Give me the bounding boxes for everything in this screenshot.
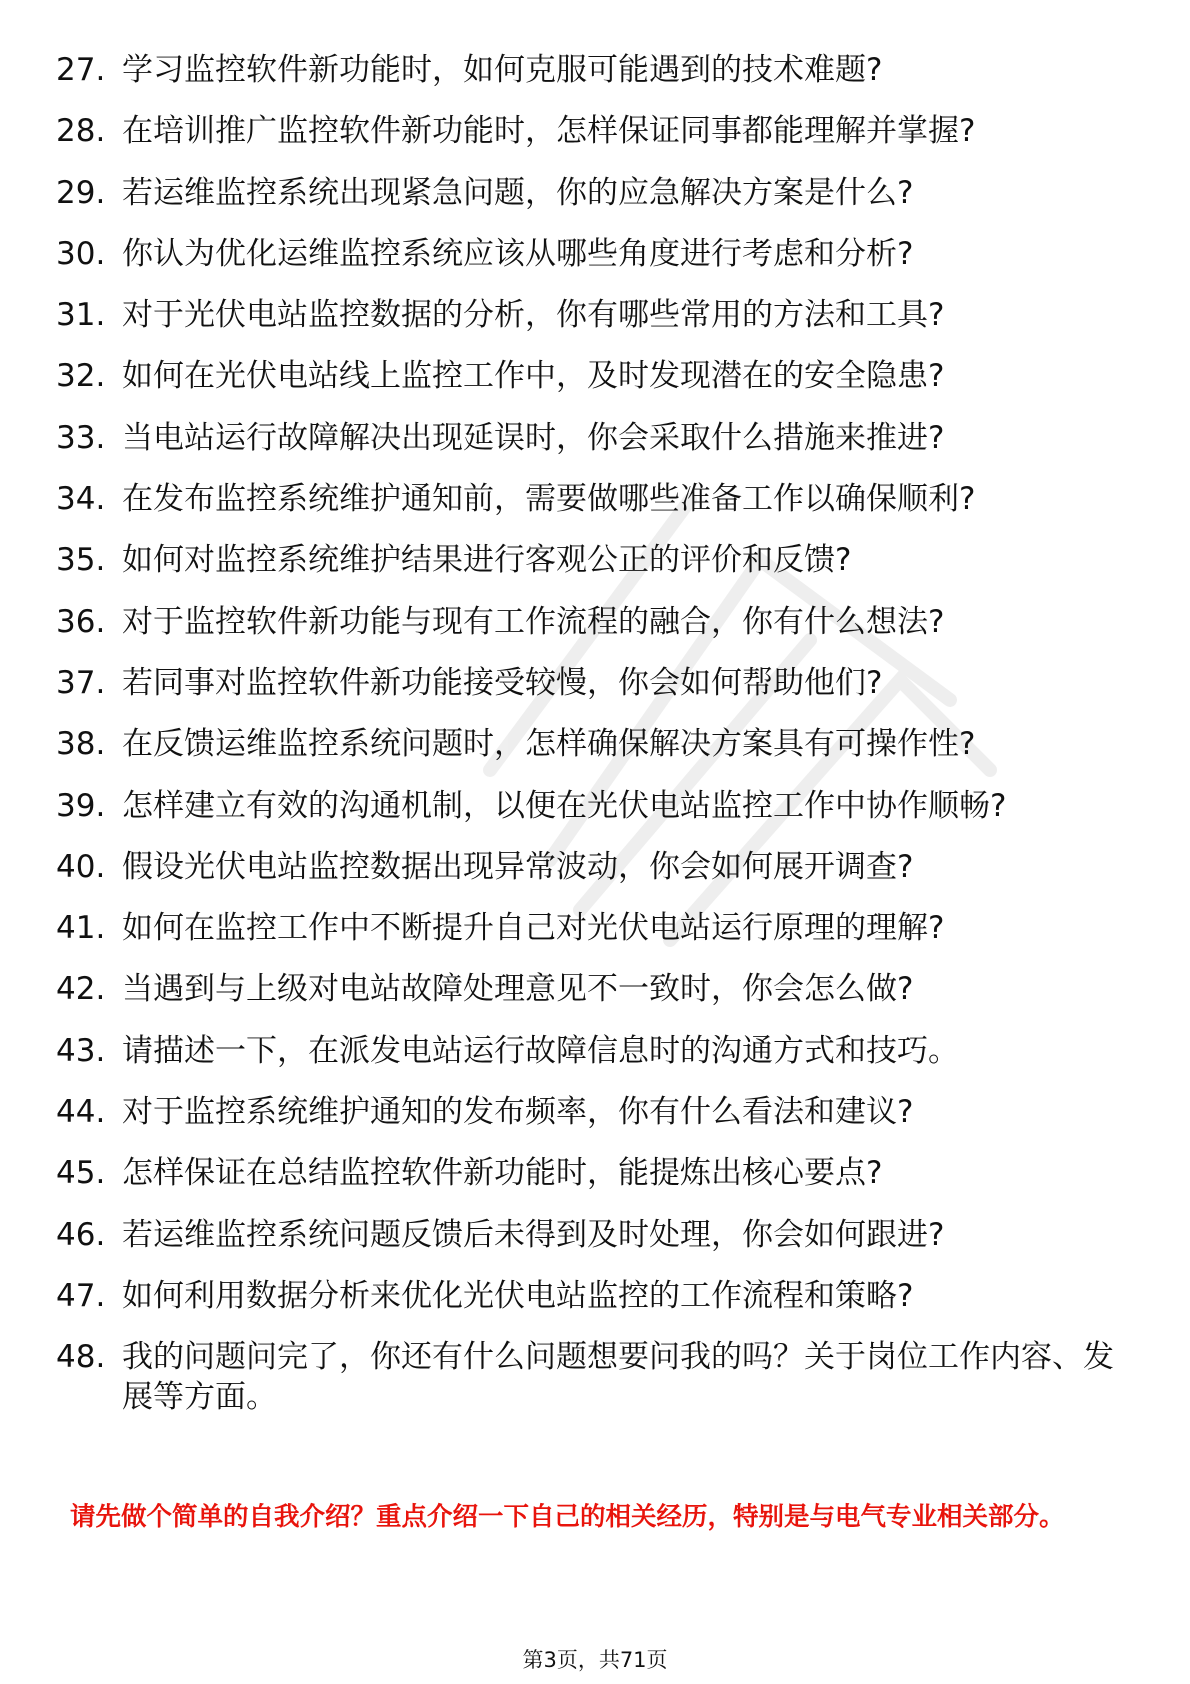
- question-item: [56, 173, 1136, 213]
- question-item: [56, 1031, 1136, 1071]
- question-item: [56, 908, 1136, 948]
- question-text: 若运维监控系统问题反馈后未得到及时处理，你会如何跟进?: [122, 1216, 945, 1253]
- question-number: 43.: [56, 1032, 106, 1069]
- question-number: 42.: [56, 971, 106, 1008]
- question-list: [56, 50, 1136, 1439]
- question-text: 对于监控软件新功能与现有工作流程的融合，你有什么想法?: [122, 603, 945, 640]
- question-item: [56, 1215, 1136, 1255]
- question-item: [56, 724, 1136, 764]
- question-number: 27.: [56, 52, 106, 88]
- page-number: 第3页，共71页: [522, 1648, 668, 1672]
- question-text: 若运维监控系统出现紧急问题，你的应急解决方案是什么?: [122, 174, 914, 211]
- question-item: [56, 1153, 1136, 1193]
- question-text: 如何利用数据分析来优化光伏电站监控的工作流程和策略?: [122, 1277, 914, 1314]
- question-number: 38.: [56, 726, 106, 763]
- question-text: 若同事对监控软件新功能接受较慢，你会如何帮助他们?: [122, 664, 883, 701]
- question-item: [56, 602, 1136, 642]
- question-text: 如何在监控工作中不断提升自己对光伏电站运行原理的理解?: [122, 910, 945, 947]
- question-text: 你认为优化运维监控系统应该从哪些角度进行考虑和分析?: [122, 235, 914, 272]
- question-number: 44.: [56, 1094, 106, 1131]
- question-text: 对于监控系统维护通知的发布频率，你有什么看法和建议?: [122, 1094, 914, 1131]
- question-text: 在反馈运维监控系统问题时，怎样确保解决方案具有可操作性?: [122, 726, 976, 763]
- question-item: [56, 50, 1136, 90]
- question-text: 假设光伏电站监控数据出现异常波动，你会如何展开调查?: [122, 848, 914, 885]
- question-text: 如何对监控系统维护结果进行客观公正的评价和反馈?: [122, 542, 852, 579]
- question-number: 30.: [56, 235, 106, 272]
- question-item: [56, 663, 1136, 703]
- question-text: 在培训推广监控软件新功能时，怎样保证同事都能理解并掌握?: [122, 113, 976, 150]
- question-text: 学习监控软件新功能时，如何克服可能遇到的技术难题?: [122, 52, 883, 88]
- question-text: 当遇到与上级对电站故障处理意见不一致时，你会怎么做?: [122, 971, 914, 1008]
- question-item: [56, 356, 1136, 396]
- question-number: 33.: [56, 419, 106, 456]
- question-number: 32.: [56, 358, 106, 395]
- question-item: [56, 234, 1136, 274]
- question-number: 41.: [56, 910, 106, 947]
- question-number: 47.: [56, 1277, 106, 1314]
- question-item: [56, 540, 1136, 580]
- question-number: 45.: [56, 1155, 106, 1192]
- question-number: 36.: [56, 603, 106, 640]
- question-item: [56, 969, 1136, 1009]
- question-number: 34.: [56, 481, 106, 518]
- question-item: [56, 847, 1136, 887]
- question-text: 如何在光伏电站线上监控工作中，及时发现潜在的安全隐患?: [122, 358, 945, 395]
- question-number: 39.: [56, 787, 106, 824]
- question-item: [56, 295, 1136, 335]
- question-item: [56, 111, 1136, 151]
- question-number: 31.: [56, 297, 106, 334]
- self-intro-prompt: 请先做个简单的自我介绍？重点介绍一下自己的相关经历，特别是与电气专业相关部分。: [70, 1502, 1065, 1532]
- question-item: [56, 479, 1136, 519]
- question-number: 48.: [56, 1339, 106, 1376]
- question-item: [56, 1337, 1136, 1417]
- question-number: 29.: [56, 174, 106, 211]
- question-number: 28.: [56, 113, 106, 150]
- question-item: [56, 418, 1136, 458]
- question-text: 在发布监控系统维护通知前，需要做哪些准备工作以确保顺利?: [122, 481, 976, 518]
- question-item: [56, 1276, 1136, 1316]
- question-number: 35.: [56, 542, 106, 579]
- question-item: [56, 1092, 1136, 1132]
- question-number: 37.: [56, 664, 106, 701]
- question-text: 我的问题问完了，你还有什么问题想要问我的吗？关于岗位工作内容、发展等方面。: [122, 1339, 1114, 1416]
- question-text: 当电站运行故障解决出现延误时，你会采取什么措施来推进?: [122, 419, 945, 456]
- question-text: 怎样保证在总结监控软件新功能时，能提炼出核心要点?: [122, 1155, 883, 1192]
- question-text: 对于光伏电站监控数据的分析，你有哪些常用的方法和工具?: [122, 297, 945, 334]
- question-item: [56, 786, 1136, 826]
- question-number: 40.: [56, 848, 106, 885]
- question-text: 请描述一下，在派发电站运行故障信息时的沟通方式和技巧。: [122, 1032, 959, 1069]
- question-number: 46.: [56, 1216, 106, 1253]
- question-text: 怎样建立有效的沟通机制，以便在光伏电站监控工作中协作顺畅?: [122, 787, 1007, 824]
